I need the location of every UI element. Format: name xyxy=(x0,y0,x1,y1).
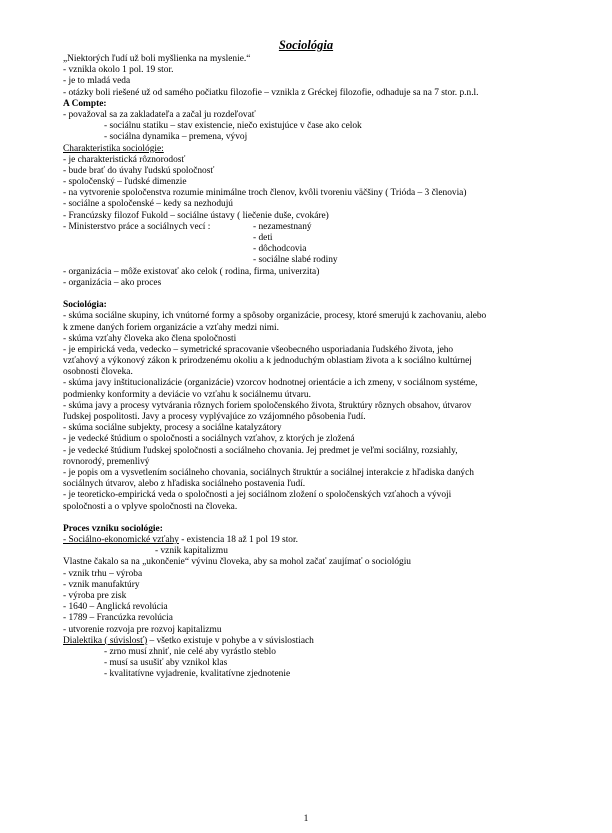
socioeconomic-text: - existencia 18 až 1 pol 19 stor. xyxy=(178,535,298,546)
sociology-item-line: - je vedecké štúdium o spoločnosti a sociálnych vzťahov, z ktorých je zložená xyxy=(63,434,355,445)
characteristic-item: - na vytvorenie spoločenstva rozumie minimálne troch členov, kvôli tvoreniu väčšiny ( Trióda – 3 členovia) xyxy=(63,188,467,199)
sociology-item-line: - skúma javy inštitucionalizácie (organizácie) vzorcov hodnotnej orientácie a ich zmeny, v sociálnom systéme, xyxy=(63,378,478,389)
sociology-item-line: osobnosti človeka. xyxy=(63,367,133,378)
capitalism-line: - vznik kapitalizmu xyxy=(155,546,228,557)
comte-heading: A Compte: xyxy=(63,98,107,109)
sociology-item-line: k zmene daných foriem organizácie a vzťahy medzi nimi. xyxy=(63,322,279,333)
sociology-item-line: - je teoreticko-empirická veda o spoločnosti a jej sociálnom zložení o spoločenských vzťahoch a vývoji xyxy=(63,490,452,501)
sociology-item-line: - skúma sociálne subjekty, procesy a sociálne katalyzátory xyxy=(63,423,282,434)
dialectic-text: – všetko existuje v pohybe a v súvislostiach xyxy=(147,635,314,646)
sociology-item-line: - skúma vzťahy človeka ako člena spoločnosti xyxy=(63,333,237,344)
comte-list xyxy=(63,121,563,143)
document-title: Sociológia xyxy=(278,38,334,52)
sociology-item-line: - je vedecké štúdium ľudskej spoločnosti a sociálneho chovania. Jej predmet je veľmi sociálny, rozsiahly, xyxy=(63,445,458,456)
characteristic-item: - sociálne a spoločenské – kedy sa nezhodujú xyxy=(63,199,233,210)
ministry-label: - Ministerstvo práce a sociálnych vecí : xyxy=(63,221,211,232)
intro-line: - otázky boli riešené už od samého počiatku filozofie – vznikla z Gréckej filozofie, odhaduje sa na 7 stor. p.n.l. xyxy=(63,87,479,98)
organization-list xyxy=(63,267,563,289)
ministry-row xyxy=(63,222,563,267)
characteristic-item: - bude brať do úvahy ľudskú spoločnosť xyxy=(63,165,215,176)
socioeconomic-label: - Sociálno-ekonomické vzťahy xyxy=(63,535,179,546)
intro-section xyxy=(63,54,563,99)
origin-list xyxy=(63,569,563,636)
characteristics-list xyxy=(63,155,563,222)
ministry-item: - deti xyxy=(253,233,273,243)
origin-item: - vznik manufaktúry xyxy=(63,579,140,590)
intro-line: - je to mladá veda xyxy=(63,76,131,87)
sociology-heading: Sociológia: xyxy=(63,300,107,311)
comte-item: - sociálnu statiku – stav existencie, niečo existujúce v čase ako celok xyxy=(104,121,362,132)
sociology-item-line: podmienky konformity a deviácie vo vzťahu k sociálnemu útvaru. xyxy=(63,389,311,400)
organization-item: - organizácia – ako proces xyxy=(63,277,162,288)
intro-line: „Niektorých ľudí už boli myšlienka na myslenie.“ xyxy=(63,54,251,64)
sociology-item-line: sociálnych útvarov, alebo z hľadiska sociálneho postavenia ľudí. xyxy=(63,479,306,490)
socioeconomic-line xyxy=(63,535,563,546)
comte-item: - sociálna dynamika – premena, vývoj xyxy=(104,132,248,143)
dialectic-label: Dialektika ( súvislosť) xyxy=(63,635,148,646)
sociology-item-line: - je empirická veda, vedecko – symetrické spracovanie všeobecného usporiadania ľudského života, jeho xyxy=(63,344,454,355)
sociology-item-line: spoločnosti a o vplyve spoločnosti na človeka. xyxy=(63,501,238,512)
origin-item: - 1789 – Francúzka revolúcia xyxy=(63,613,173,624)
intro-line: - vznikla okolo 1 pol. 19 stor. xyxy=(63,65,174,76)
organization-item: - organizácia – môže existovať ako celok ( rodina, firma, univerzita) xyxy=(63,266,320,277)
document-body xyxy=(63,54,563,681)
ministry-item: - dôchodcovia xyxy=(253,244,307,255)
ministry-item: - nezamestnaný xyxy=(253,221,312,232)
sociology-item-line: ľudskej pospolitosti. Javy a procesy vyplývajúce zo vzájomného pôsobenia ľudí. xyxy=(63,412,366,422)
waited-line: Vlastne čakalo sa na „ukončenie“ vývinu človeka, aby sa mohol začať zaujímať o sociológiu xyxy=(63,557,411,568)
sociology-item-line: - skúma sociálne skupiny, ich vnútorné formy a spôsoby organizácie, procesy, ktoré smerujú k zachovaniu, alebo xyxy=(63,311,487,322)
comte-line: - považoval sa za zakladateľa a začal ju rozdeľovať xyxy=(63,109,256,120)
origin-item: - výroba pre zisk xyxy=(63,591,127,601)
sociology-item-line: - je popis om a vysvetlením sociálneho chovania, sociálnych štruktúr a sociálnej interakcie z hľadiska daných xyxy=(63,467,474,478)
dialectic-line xyxy=(63,636,563,647)
page-number: 1 xyxy=(303,814,309,824)
sociology-item-line: vzťahový a výkonový zákon k prirodzenému okoliu a k jednoduchým oblastiam života a k sociálno kultúrnej xyxy=(63,356,472,367)
dialectic-item: - zrno musí zhniť, nie celé aby vyrástlo steblo xyxy=(104,646,276,657)
dialectic-list xyxy=(63,647,563,681)
dialectic-item: - kvalitatívne vyjadrenie, kvalitatívne zjednotenie xyxy=(104,669,291,680)
sociology-item-line: - skúma javy a procesy vytvárania rôznych foriem spoločenského života, štruktúry rôznych obsahov, útvarov xyxy=(63,400,472,411)
characteristic-item: - spoločenský – ľudské dimenzie xyxy=(63,177,187,188)
sociology-list xyxy=(63,311,563,512)
origin-item: - vznik trhu – výroba xyxy=(63,568,143,579)
sociology-item-line: rovnorodý, premenlivý xyxy=(63,456,150,467)
origin-item: - 1640 – Anglická revolúcia xyxy=(63,602,168,613)
origin-item: - utvorenie rozvoja pre rozvoj kapitalizmu xyxy=(63,624,222,635)
ministry-item: - sociálne slabé rodiny xyxy=(253,255,338,266)
ministry-list xyxy=(253,222,338,267)
dialectic-item: - musí sa usušiť aby vznikol klas xyxy=(104,658,228,669)
characteristic-item: - je charakteristická rôznorodosť xyxy=(63,154,186,165)
characteristics-heading: Charakteristika sociológie: xyxy=(63,143,164,154)
origin-heading: Proces vzniku sociológie: xyxy=(63,523,163,534)
characteristic-item: - Francúzsky filozof Fukold – sociálne ústavy ( liečenie duše, cvokáre) xyxy=(63,210,329,221)
